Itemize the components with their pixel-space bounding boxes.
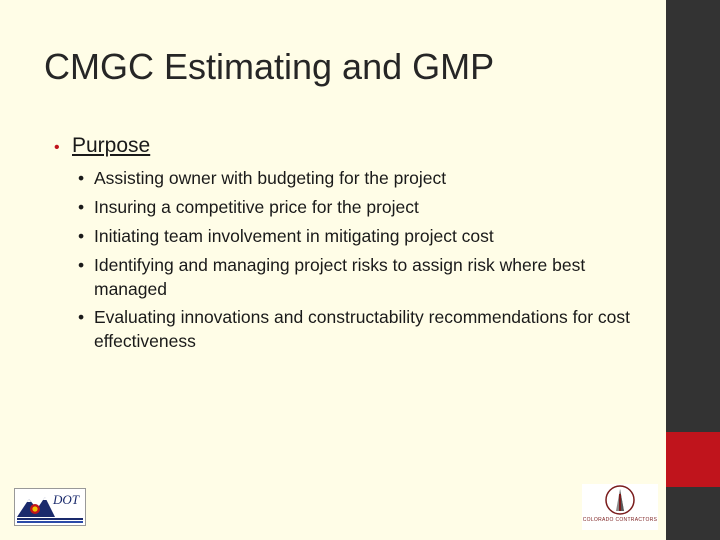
list-item <box>74 224 634 248</box>
list-item <box>74 305 634 353</box>
bullet-icon: • <box>78 197 85 217</box>
list-item-text: Evaluating innovations and constructability recommendations for cost effectiveness <box>94 307 630 351</box>
logo-left-text: DOT <box>53 492 80 507</box>
list-item-text: Identifying and managing project risks to assign risk where best managed <box>94 255 586 299</box>
list-item <box>74 253 634 301</box>
list-item-text: Insuring a competitive price for the project <box>94 197 419 217</box>
logo-right-text: COLORADO CONTRACTORS <box>582 517 658 523</box>
bullet-list <box>74 166 634 358</box>
slide-title: CMGC Estimating and GMP <box>44 46 495 87</box>
list-item-text: Assisting owner with budgeting for the project <box>94 168 447 188</box>
section-label: Purpose <box>72 134 151 157</box>
sidebar-accent-block <box>666 432 720 487</box>
colorado-contractors-logo-icon <box>582 484 658 518</box>
bullet-icon: • <box>78 226 85 246</box>
bullet-icon: • <box>78 255 85 275</box>
bullet-icon: • <box>78 307 85 327</box>
list-item <box>74 195 634 219</box>
section-heading <box>54 134 150 158</box>
list-item-text: Initiating team involvement in mitigating project cost <box>94 226 494 246</box>
list-item <box>74 166 634 190</box>
colorado-contractors-logo <box>582 484 658 530</box>
bullet-icon: • <box>54 139 60 156</box>
bullet-icon: • <box>78 168 85 188</box>
cdot-logo <box>14 488 86 526</box>
